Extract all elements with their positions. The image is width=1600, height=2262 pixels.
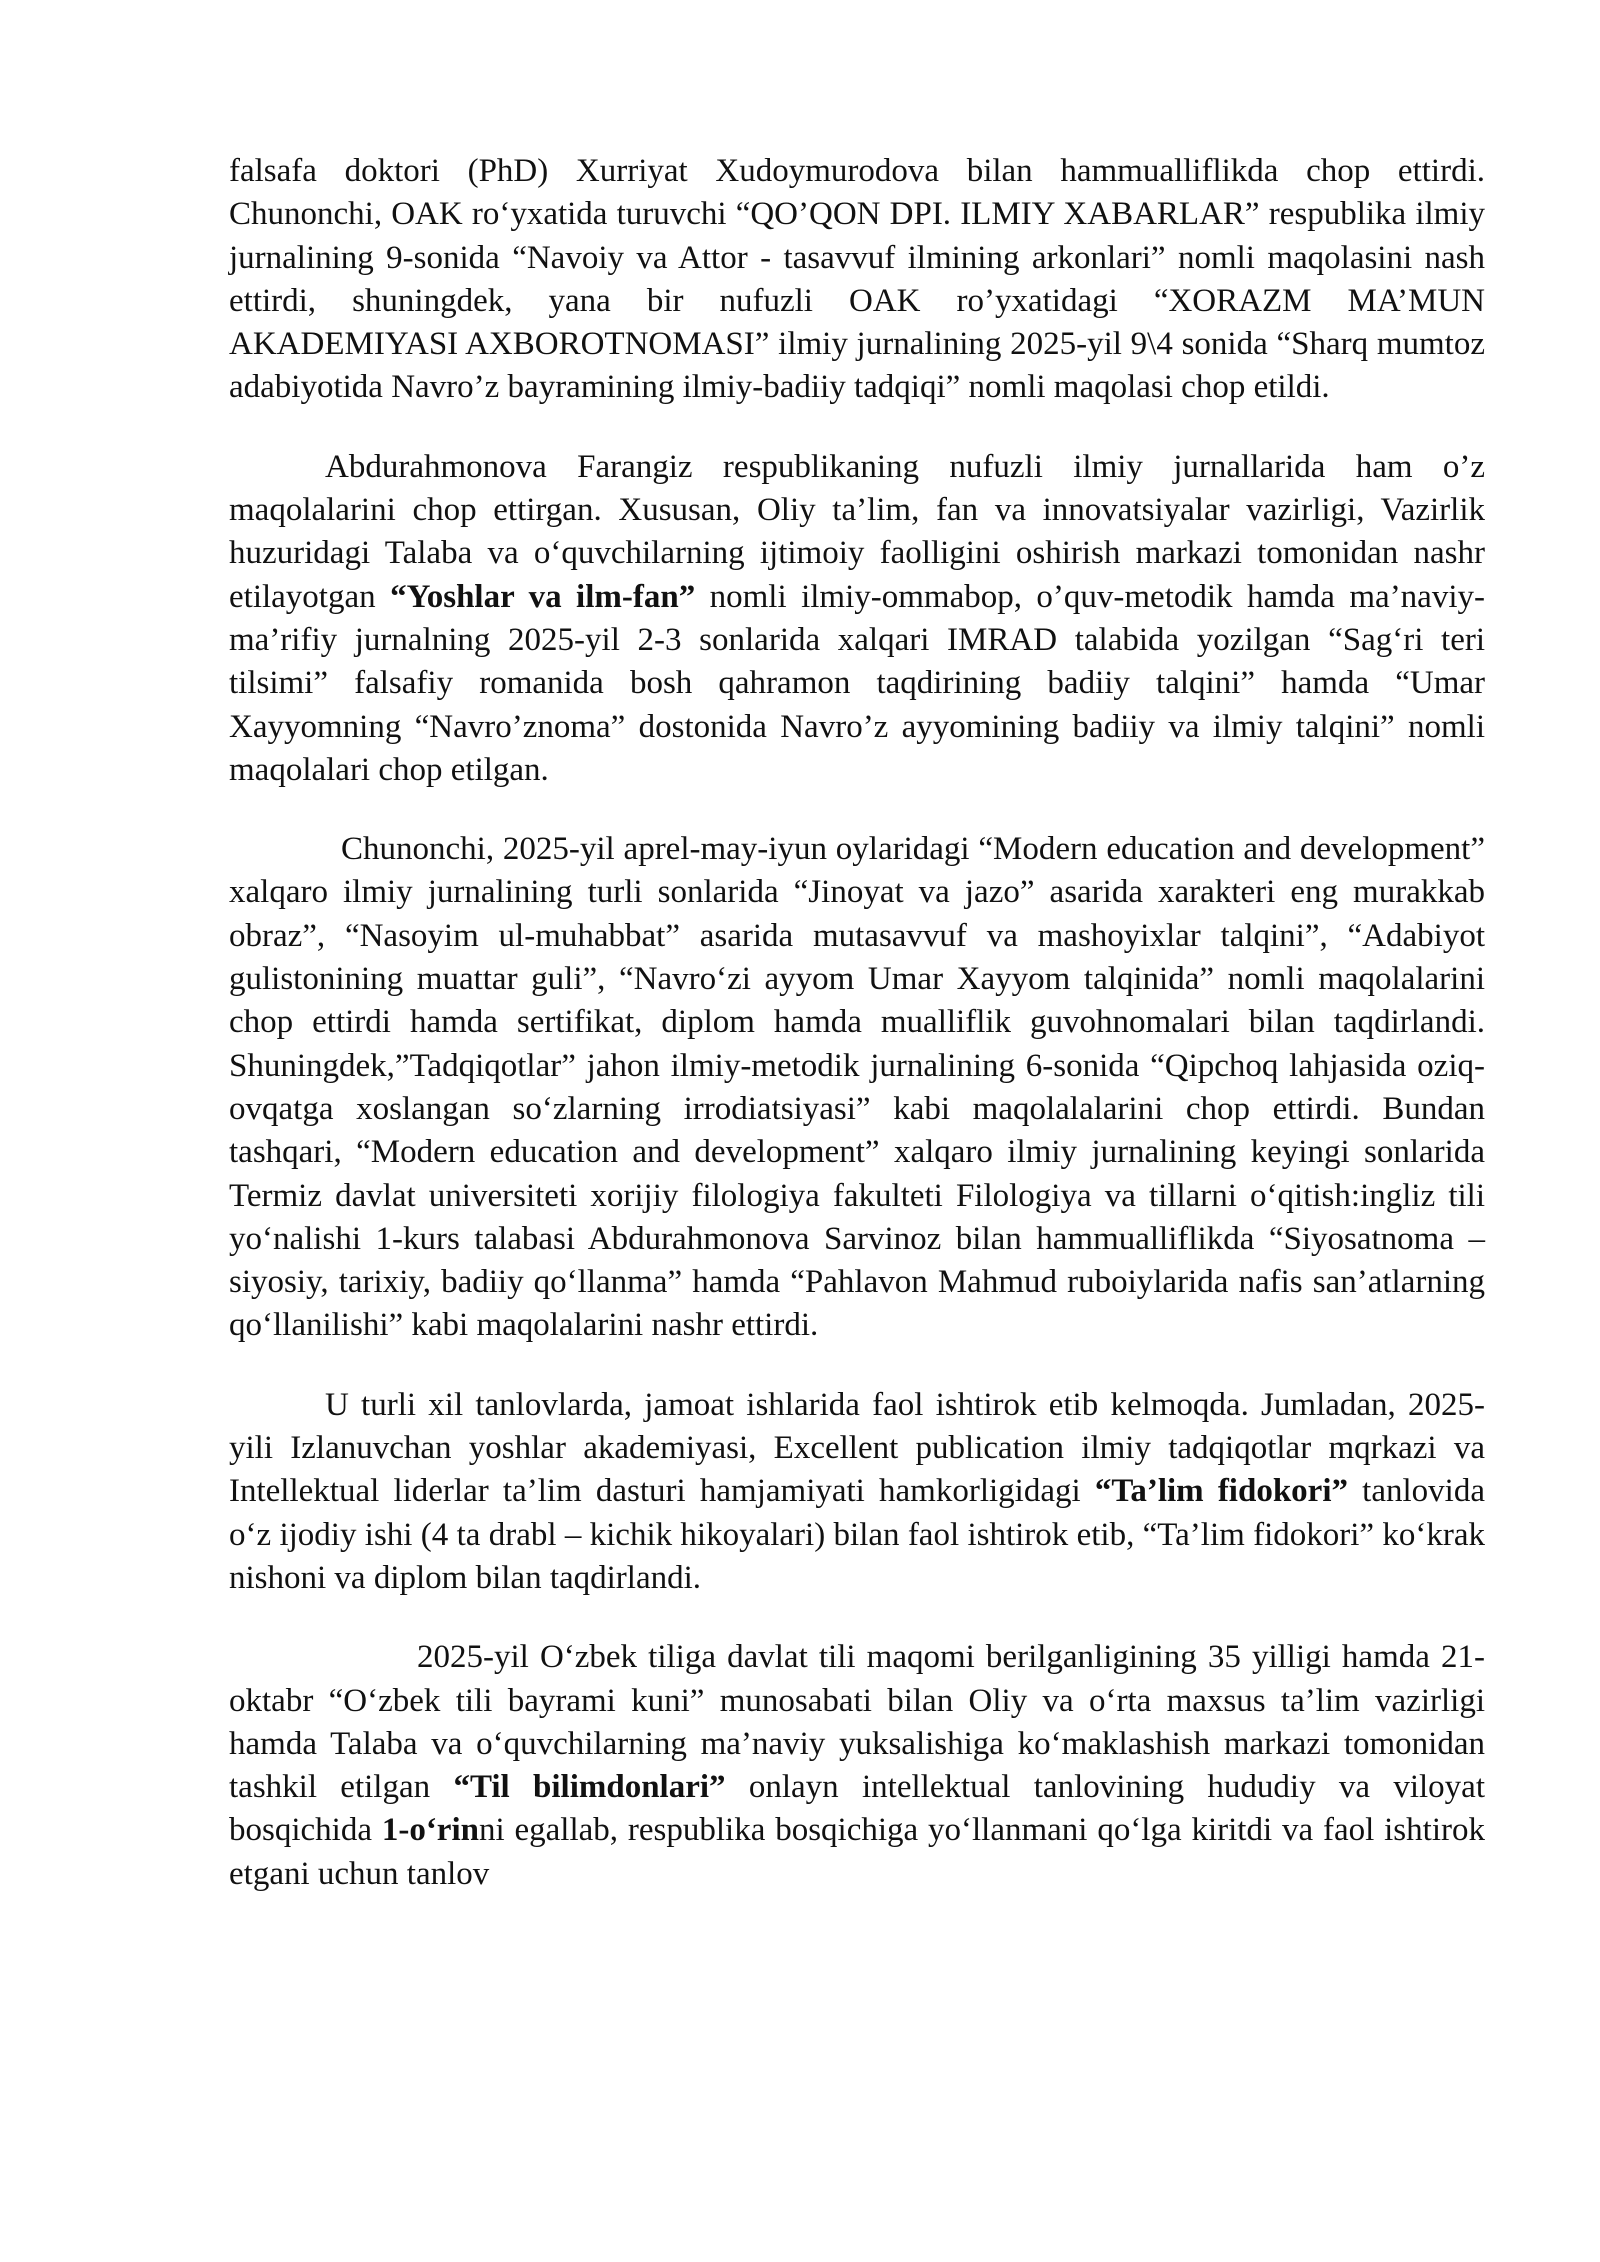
paragraph-5-text-c: ni egallab, respublika bosqichiga yo‘llanmani qo‘lga kiritdi va faol ishtirok etgani uchun tanlov [229, 1812, 1485, 1892]
paragraph-3-text: Chunonchi, 2025-yil aprel-may-iyun oylaridagi “Modern education and development” xalqaro ilmiy jurnalining turli sonlarida “Jinoyat va jazo” asarida xarakteri eng murakkab obraz”, “Nasoyim ul-muhabbat” asarida mutasavvuf va mashoyixlar talqini”, “Adabiyot gulistonining muattar guli”, “Navro‘zi ayyom Umar Xayyom talqinida” nomli maqolalarini chop ettirdi hamda sertifikat, diplom hamda mualliflik guvohnomalari bilan taqdirlandi. Shuningdek,”Tadqiqotlar” jahon ilmiy-metodik jurnalining 6-sonida “Qipchoq lahjasida oziq-ovqatga xoslangan so‘zlarning irrodiatsiyasi” kabi maqolalalarini chop ettirdi. Bundan tashqari, “Modern education and development” xalqaro ilmiy jurnalining keyingi sonlarida Termiz davlat universiteti xorijiy filologiya fakulteti Filologiya va tillarni o‘qitish:ingliz tili yo‘nalishi 1-kurs talabasi Abdurahmonova Sarvinoz bilan hammualliflikda “Siyosatnoma – siyosiy, tarixiy, badiiy qo‘llanma” hamda “Pahlavon Mahmud ruboiylarida nafis san’atlarning qo‘llanilishi” kabi maqolalarini nashr ettirdi. [229, 831, 1485, 1344]
document-body [229, 150, 1485, 1896]
paragraph-5 [229, 1636, 1485, 1896]
paragraph-1 [229, 150, 1485, 410]
contest-title-til-bilimdonlari: “Til bilimdonlari” [453, 1769, 726, 1806]
first-place-label: 1-o‘rin [381, 1812, 479, 1849]
paragraph-5-text-a: 2025-yil O‘zbek tiliga davlat tili maqomi berilganligining 35 yilligi hamda 21-oktabr “O‘zbek tili bayrami kuni” munosabati bilan Oliy va o‘rta maxsus ta’lim vazirligi hamda Talaba va o‘quvchilarning ma’naviy yuksalishiga ko‘maklashish markazi tomonidan tashkil etilgan [229, 1639, 1485, 1806]
paragraph-4 [229, 1384, 1485, 1600]
paragraph-3 [229, 828, 1485, 1348]
journal-title-yoshlar-va-ilm-fan: “Yoshlar va ilm-fan” [390, 578, 696, 615]
paragraph-4-text-b: tanlovida o‘z ijodiy ishi (4 ta drabl – kichik hikoyalari) bilan faol ishtirok etib, “Ta’lim fidokori” ko‘krak nishoni va diplom bilan taqdirlandi. [229, 1473, 1485, 1596]
paragraph-2 [229, 446, 1485, 792]
paragraph-4-text-a: U turli xil tanlovlarda, jamoat ishlarida faol ishtirok etib kelmoqda. Jumladan, 2025-yili Izlanuvchan yoshlar akademiyasi, Excellent publication ilmiy tadqiqotlar mqrkazi va Intellektual liderlar ta’lim dasturi hamjamiyati hamkorligidagi [229, 1386, 1485, 1510]
paragraph-1-text: falsafa doktori (PhD) Xurriyat Xudoymurodova bilan hammualliflikda chop ettirdi. Chunonchi, OAK ro‘yxatida turuvchi “QO’QON DPI. ILMIY XABARLAR” respublika ilmiy jurnalining 9-sonida “Navoiy va Attor - tasavvuf ilmining arkonlari” nomli maqolasini nash ettirdi, shuningdek, yana bir nufuzli OAK ro’yxatidagi “XORAZM MA’MUN AKADEMIYASI AXBOROTNOMASI” ilmiy jurnalining 2025-yil 9\4 sonida “Sharq mumtoz adabiyotida Navro’z bayramining ilmiy-badiiy tadqiqi” nomli maqolasi chop etildi. [229, 153, 1485, 406]
paragraph-2-text-b: nomli ilmiy-ommabop, o’quv-metodik hamda ma’naviy-ma’rifiy jurnalning 2025-yil 2-3 sonlarida xalqari IMRAD talabida yozilgan “Sag‘ri teri tilsimi” falsafiy romanida bosh qahramon taqdirining badiiy talqini” hamda “Umar Xayyomning “Navro’znoma” dostonida Navro’z ayyomining badiiy va ilmiy talqini” nomli maqolalari chop etilgan. [229, 578, 1485, 788]
paragraph-2-text-a: Abdurahmonova Farangiz respublikaning nufuzli ilmiy jurnallarida ham o’z maqolalarini chop ettirgan. Xususan, Oliy ta’lim, fan va innovatsiyalar vazirligi, Vazirlik huzuridagi Talaba va o‘quvchilarning ijtimoiy faolligini oshirish markazi tomonidan nashr etilayotgan [229, 448, 1485, 615]
paragraph-5-text-b: onlayn intellektual tanlovining hududiy va viloyat bosqichida [229, 1769, 1485, 1849]
contest-title-talim-fidokori: “Ta’lim fidokori” [1094, 1473, 1348, 1510]
